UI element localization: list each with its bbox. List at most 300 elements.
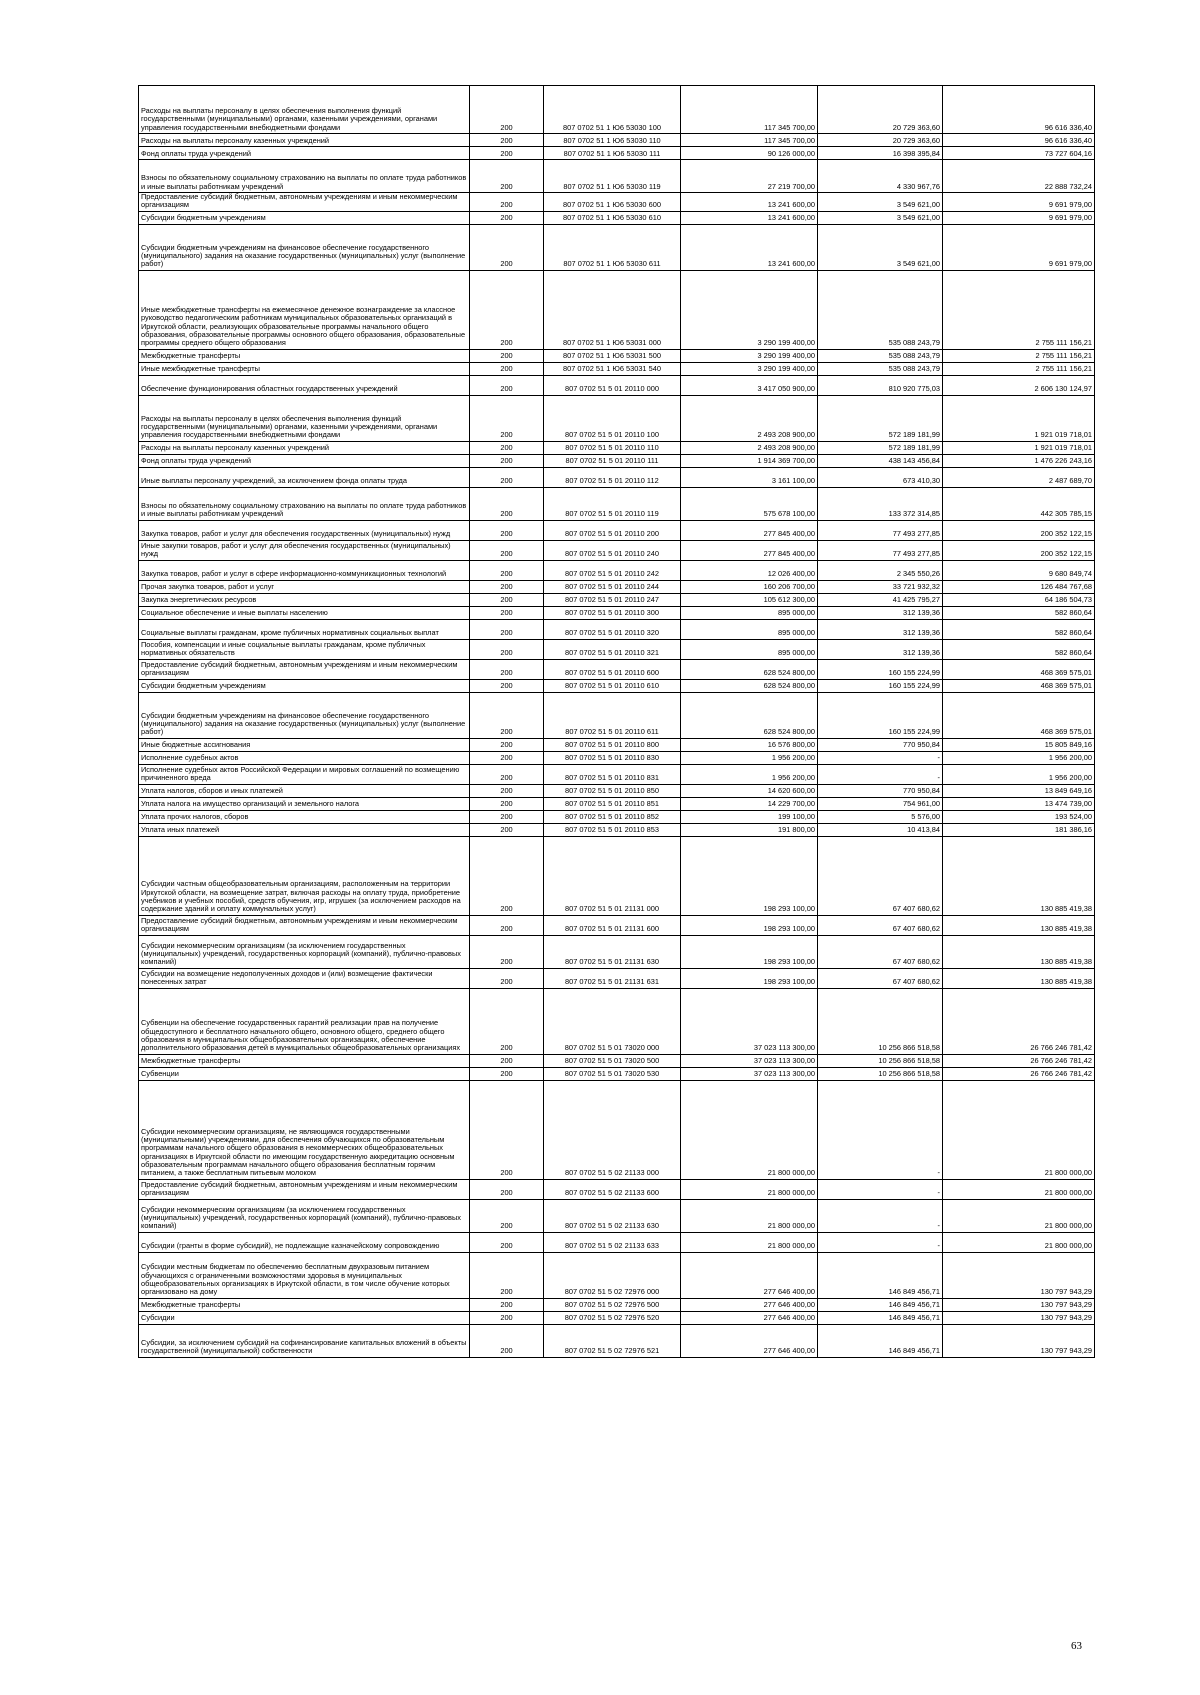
row-unexecuted-cell: 21 800 000,00 [943,1199,1095,1232]
row-unexecuted-cell: 15 805 849,16 [943,738,1095,751]
row-approved-cell: 575 678 100,00 [681,487,818,520]
row-name-cell: Субсидии некоммерческим организациям (за исключением государственных (муниципальных) учреждений, государственных корпораций (компаний), публично-правовых компаний) [139,1199,470,1232]
row-code-cell: 200 [470,134,544,147]
row-executed-cell: 5 576,00 [818,810,943,823]
table-row [139,193,1095,212]
row-name-cell: Закупка товаров, работ и услуг в сфере информационно-коммуникационных технологий [139,560,470,580]
row-executed-cell: 4 330 967,76 [818,160,943,193]
row-approved-cell: 37 023 113 300,00 [681,988,818,1054]
row-unexecuted-cell: 582 860,64 [943,619,1095,639]
row-approved-cell: 3 161 100,00 [681,467,818,487]
row-approved-cell: 13 241 600,00 [681,224,818,270]
row-code-cell: 200 [470,560,544,580]
row-executed-cell: 3 549 621,00 [818,224,943,270]
row-kbk-cell: 807 0702 51 5 01 20110 851 [544,797,681,810]
row-unexecuted-cell: 126 484 767,68 [943,580,1095,593]
table-row [139,935,1095,968]
row-executed-cell: - [818,764,943,784]
row-code-cell: 200 [470,619,544,639]
table-row [139,1252,1095,1298]
row-name-cell: Предоставление субсидий бюджетным, автономным учреждениям и иным некоммерческим организациям [139,915,470,935]
row-unexecuted-cell: 1 921 019 718,01 [943,441,1095,454]
row-approved-cell: 3 290 199 400,00 [681,362,818,375]
table-row [139,520,1095,540]
row-executed-cell: 10 256 866 518,58 [818,1054,943,1067]
row-approved-cell: 895 000,00 [681,606,818,619]
row-name-cell: Фонд оплаты труда учреждений [139,147,470,160]
row-code-cell: 200 [470,454,544,467]
row-approved-cell: 27 219 700,00 [681,160,818,193]
row-approved-cell: 13 241 600,00 [681,211,818,224]
row-kbk-cell: 807 0702 51 5 02 21133 600 [544,1179,681,1199]
row-code-cell: 200 [470,487,544,520]
row-name-cell: Межбюджетные трансферты [139,1298,470,1311]
row-approved-cell: 198 293 100,00 [681,935,818,968]
row-name-cell: Социальные выплаты гражданам, кроме публичных нормативных социальных выплат [139,619,470,639]
row-kbk-cell: 807 0702 51 1 Ю6 53030 110 [544,134,681,147]
row-executed-cell: 535 088 243,79 [818,349,943,362]
row-code-cell: 200 [470,988,544,1054]
row-approved-cell: 895 000,00 [681,619,818,639]
table-row [139,160,1095,193]
row-approved-cell: 13 241 600,00 [681,193,818,212]
table-row [139,639,1095,659]
row-code-cell: 200 [470,1298,544,1311]
row-code-cell: 200 [470,193,544,212]
row-executed-cell: 160 155 224,99 [818,659,943,679]
row-kbk-cell: 807 0702 51 5 02 21133 630 [544,1199,681,1232]
table-row [139,1054,1095,1067]
table-row [139,134,1095,147]
row-kbk-cell: 807 0702 51 1 Ю6 53031 000 [544,270,681,349]
row-code-cell: 200 [470,593,544,606]
row-kbk-cell: 807 0702 51 5 01 20110 610 [544,679,681,692]
row-unexecuted-cell: 130 797 943,29 [943,1298,1095,1311]
table-row [139,823,1095,836]
row-unexecuted-cell: 130 797 943,29 [943,1252,1095,1298]
row-approved-cell: 895 000,00 [681,639,818,659]
row-name-cell: Иные закупки товаров, работ и услуг для обеспечения государственных (муниципальных) нужд [139,540,470,560]
row-kbk-cell: 807 0702 51 5 01 20110 800 [544,738,681,751]
table-row [139,224,1095,270]
row-unexecuted-cell: 21 800 000,00 [943,1179,1095,1199]
row-kbk-cell: 807 0702 51 1 Ю6 53031 500 [544,349,681,362]
row-kbk-cell: 807 0702 51 5 02 72976 521 [544,1324,681,1357]
row-executed-cell: - [818,751,943,764]
row-kbk-cell: 807 0702 51 5 01 20110 244 [544,580,681,593]
row-code-cell: 200 [470,1311,544,1324]
row-approved-cell: 1 956 200,00 [681,751,818,764]
row-kbk-cell: 807 0702 51 5 02 72976 500 [544,1298,681,1311]
row-name-cell: Субвенции на обеспечение государственных гарантий реализации прав на получение общедоступного и бесплатного начального общего, основного общего, среднего общего образования в муниципальных общеобразовательных организациях, обеспечение дополнительного образования детей в муниципальных общеобразовательных организациях [139,988,470,1054]
row-approved-cell: 277 646 400,00 [681,1252,818,1298]
row-code-cell: 200 [470,968,544,988]
row-executed-cell: 3 549 621,00 [818,211,943,224]
row-kbk-cell: 807 0702 51 5 01 73020 530 [544,1067,681,1080]
row-unexecuted-cell: 21 800 000,00 [943,1080,1095,1179]
row-code-cell: 200 [470,1324,544,1357]
row-kbk-cell: 807 0702 51 5 02 72976 000 [544,1252,681,1298]
row-name-cell: Субсидии местным бюджетам по обеспечению бесплатным двухразовым питанием обучающихся с ограниченными возможностями здоровья в муниципальных общеобразовательных организациях в Иркутской области, в том числе обучение которых организовано на дому [139,1252,470,1298]
row-unexecuted-cell: 1 921 019 718,01 [943,395,1095,441]
row-name-cell: Уплата прочих налогов, сборов [139,810,470,823]
table-row [139,1179,1095,1199]
table-row [139,679,1095,692]
table-row [139,454,1095,467]
row-name-cell: Уплата иных платежей [139,823,470,836]
row-name-cell: Прочая закупка товаров, работ и услуг [139,580,470,593]
row-unexecuted-cell: 9 691 979,00 [943,193,1095,212]
row-approved-cell: 628 524 800,00 [681,692,818,738]
row-kbk-cell: 807 0702 51 5 01 20110 240 [544,540,681,560]
row-code-cell: 200 [470,211,544,224]
row-code-cell: 200 [470,580,544,593]
row-name-cell: Исполнение судебных актов [139,751,470,764]
row-executed-cell: 438 143 456,84 [818,454,943,467]
row-name-cell: Иные межбюджетные трансферты на ежемесячное денежное вознаграждение за классное руководство педагогическим работникам муниципальных образовательных организаций в Иркутской области, реализующих образовательные программы начального общего образования, образовательные программы основного общего образования, образовательные программы среднего общего образования [139,270,470,349]
row-kbk-cell: 807 0702 51 5 01 20110 600 [544,659,681,679]
row-unexecuted-cell: 193 524,00 [943,810,1095,823]
table-row [139,968,1095,988]
row-executed-cell: - [818,1199,943,1232]
row-kbk-cell: 807 0702 51 1 Ю6 53030 119 [544,160,681,193]
row-executed-cell: 67 407 680,62 [818,836,943,915]
table-row [139,915,1095,935]
row-unexecuted-cell: 468 369 575,01 [943,679,1095,692]
row-unexecuted-cell: 9 691 979,00 [943,211,1095,224]
row-code-cell: 200 [470,86,544,134]
row-code-cell: 200 [470,935,544,968]
row-approved-cell: 2 493 208 900,00 [681,395,818,441]
row-code-cell: 200 [470,540,544,560]
row-unexecuted-cell: 130 797 943,29 [943,1311,1095,1324]
row-unexecuted-cell: 468 369 575,01 [943,692,1095,738]
row-executed-cell: 33 721 932,32 [818,580,943,593]
row-approved-cell: 37 023 113 300,00 [681,1067,818,1080]
row-executed-cell: 312 139,36 [818,606,943,619]
table-row [139,836,1095,915]
row-executed-cell: 10 256 866 518,58 [818,988,943,1054]
row-kbk-cell: 807 0702 51 1 Ю6 53030 610 [544,211,681,224]
table-row [139,1232,1095,1252]
table-row [139,560,1095,580]
row-unexecuted-cell: 200 352 122,15 [943,520,1095,540]
row-name-cell: Обеспечение функционирования областных государственных учреждений [139,375,470,395]
row-approved-cell: 191 800,00 [681,823,818,836]
row-name-cell: Субсидии бюджетным учреждениям [139,211,470,224]
row-kbk-cell: 807 0702 51 5 01 21131 600 [544,915,681,935]
row-code-cell: 200 [470,810,544,823]
row-unexecuted-cell: 1 956 200,00 [943,764,1095,784]
row-code-cell: 200 [470,375,544,395]
row-code-cell: 200 [470,1067,544,1080]
row-code-cell: 200 [470,349,544,362]
row-name-cell: Уплата налога на имущество организаций и земельного налога [139,797,470,810]
row-unexecuted-cell: 2 755 111 156,21 [943,270,1095,349]
table-body [139,86,1095,1358]
row-approved-cell: 37 023 113 300,00 [681,1054,818,1067]
row-kbk-cell: 807 0702 51 5 01 20110 000 [544,375,681,395]
row-code-cell: 200 [470,915,544,935]
row-executed-cell: 20 729 363,60 [818,86,943,134]
row-kbk-cell: 807 0702 51 5 01 20110 852 [544,810,681,823]
row-code-cell: 200 [470,679,544,692]
row-kbk-cell: 807 0702 51 5 01 20110 611 [544,692,681,738]
row-approved-cell: 277 646 400,00 [681,1311,818,1324]
row-approved-cell: 3 290 199 400,00 [681,270,818,349]
row-kbk-cell: 807 0702 51 1 Ю6 53030 100 [544,86,681,134]
row-name-cell: Расходы на выплаты персоналу казенных учреждений [139,134,470,147]
row-executed-cell: 10 256 866 518,58 [818,1067,943,1080]
row-unexecuted-cell: 9 691 979,00 [943,224,1095,270]
table-row [139,751,1095,764]
table-row [139,211,1095,224]
row-name-cell: Межбюджетные трансферты [139,1054,470,1067]
row-kbk-cell: 807 0702 51 5 01 20110 200 [544,520,681,540]
row-executed-cell: 146 849 456,71 [818,1252,943,1298]
row-kbk-cell: 807 0702 51 5 02 21133 633 [544,1232,681,1252]
row-name-cell: Субсидии на возмещение недополученных доходов и (или) возмещение фактически понесенных затрат [139,968,470,988]
row-approved-cell: 3 290 199 400,00 [681,349,818,362]
row-approved-cell: 21 800 000,00 [681,1179,818,1199]
table-row [139,810,1095,823]
row-approved-cell: 21 800 000,00 [681,1199,818,1232]
row-executed-cell: 67 407 680,62 [818,935,943,968]
row-executed-cell: 535 088 243,79 [818,362,943,375]
table-row [139,619,1095,639]
row-unexecuted-cell: 64 186 504,73 [943,593,1095,606]
row-kbk-cell: 807 0702 51 5 01 20110 110 [544,441,681,454]
row-approved-cell: 277 646 400,00 [681,1324,818,1357]
row-code-cell: 200 [470,784,544,797]
row-code-cell: 200 [470,764,544,784]
row-code-cell: 200 [470,160,544,193]
row-kbk-cell: 807 0702 51 5 01 20110 850 [544,784,681,797]
table-row [139,540,1095,560]
row-kbk-cell: 807 0702 51 5 01 21131 000 [544,836,681,915]
table-row [139,147,1095,160]
row-code-cell: 200 [470,1080,544,1179]
row-approved-cell: 628 524 800,00 [681,679,818,692]
row-unexecuted-cell: 200 352 122,15 [943,540,1095,560]
row-code-cell: 200 [470,606,544,619]
row-executed-cell: 572 189 181,99 [818,441,943,454]
row-unexecuted-cell: 1 476 226 243,16 [943,454,1095,467]
row-name-cell: Взносы по обязательному социальному страхованию на выплаты по оплате труда работников и иные выплаты работникам учреждений [139,487,470,520]
row-name-cell: Межбюджетные трансферты [139,349,470,362]
row-unexecuted-cell: 130 885 419,38 [943,836,1095,915]
row-executed-cell: 146 849 456,71 [818,1311,943,1324]
row-code-cell: 200 [470,823,544,836]
row-code-cell: 200 [470,1252,544,1298]
row-executed-cell: 770 950,84 [818,784,943,797]
table-row [139,487,1095,520]
table-row [139,362,1095,375]
table-row [139,988,1095,1054]
row-unexecuted-cell: 1 956 200,00 [943,751,1095,764]
row-kbk-cell: 807 0702 51 1 Ю6 53030 611 [544,224,681,270]
row-name-cell: Уплата налогов, сборов и иных платежей [139,784,470,797]
row-name-cell: Предоставление субсидий бюджетным, автономным учреждениям и иным некоммерческим организациям [139,659,470,679]
row-approved-cell: 14 229 700,00 [681,797,818,810]
row-approved-cell: 277 845 400,00 [681,540,818,560]
row-name-cell: Иные бюджетные ассигнования [139,738,470,751]
row-kbk-cell: 807 0702 51 1 Ю6 53031 540 [544,362,681,375]
table-row [139,1067,1095,1080]
table-row [139,86,1095,134]
row-kbk-cell: 807 0702 51 5 01 20110 320 [544,619,681,639]
row-name-cell: Субсидии, за исключением субсидий на софинансирование капитальных вложений в объекты государственной (муниципальной) собственности [139,1324,470,1357]
row-name-cell: Закупка энергетических ресурсов [139,593,470,606]
row-kbk-cell: 807 0702 51 5 02 72976 520 [544,1311,681,1324]
page-number: 63 [1071,1640,1082,1652]
table-row [139,1311,1095,1324]
row-unexecuted-cell: 26 766 246 781,42 [943,1067,1095,1080]
row-approved-cell: 198 293 100,00 [681,915,818,935]
table-row [139,349,1095,362]
row-unexecuted-cell: 130 797 943,29 [943,1324,1095,1357]
row-code-cell: 200 [470,362,544,375]
table-row [139,659,1095,679]
table-row [139,1199,1095,1232]
row-executed-cell: 146 849 456,71 [818,1324,943,1357]
row-unexecuted-cell: 2 755 111 156,21 [943,362,1095,375]
row-name-cell: Субсидии (гранты в форме субсидий), не подлежащие казначейскому сопровождению [139,1232,470,1252]
row-executed-cell: 16 398 395,84 [818,147,943,160]
table-row [139,1298,1095,1311]
row-kbk-cell: 807 0702 51 5 02 21133 000 [544,1080,681,1179]
row-name-cell: Взносы по обязательному социальному страхованию на выплаты по оплате труда работников и иные выплаты работникам учреждений [139,160,470,193]
row-name-cell: Субсидии бюджетным учреждениям на финансовое обеспечение государственного (муниципального) задания на оказание государственных (муниципальных) услуг (выполнение работ) [139,692,470,738]
row-approved-cell: 12 026 400,00 [681,560,818,580]
row-unexecuted-cell: 26 766 246 781,42 [943,988,1095,1054]
row-code-cell: 200 [470,520,544,540]
table-row [139,580,1095,593]
row-unexecuted-cell: 22 888 732,24 [943,160,1095,193]
row-code-cell: 200 [470,1199,544,1232]
row-name-cell: Фонд оплаты труда учреждений [139,454,470,467]
table-row [139,441,1095,454]
row-unexecuted-cell: 582 860,64 [943,606,1095,619]
row-name-cell: Субсидии [139,1311,470,1324]
row-code-cell: 200 [470,1179,544,1199]
row-name-cell: Пособия, компенсации и иные социальные выплаты гражданам, кроме публичных нормативных обязательств [139,639,470,659]
row-code-cell: 200 [470,1054,544,1067]
row-name-cell: Закупка товаров, работ и услуг для обеспечения государственных (муниципальных) нужд [139,520,470,540]
row-executed-cell: 673 410,30 [818,467,943,487]
row-unexecuted-cell: 96 616 336,40 [943,86,1095,134]
table-row [139,1324,1095,1357]
row-name-cell: Социальное обеспечение и иные выплаты населению [139,606,470,619]
row-unexecuted-cell: 13 474 739,00 [943,797,1095,810]
row-unexecuted-cell: 582 860,64 [943,639,1095,659]
row-unexecuted-cell: 181 386,16 [943,823,1095,836]
row-executed-cell: 41 425 795,27 [818,593,943,606]
row-name-cell: Иные межбюджетные трансферты [139,362,470,375]
row-approved-cell: 198 293 100,00 [681,836,818,915]
row-approved-cell: 2 493 208 900,00 [681,441,818,454]
row-kbk-cell: 807 0702 51 5 01 20110 321 [544,639,681,659]
row-unexecuted-cell: 21 800 000,00 [943,1232,1095,1252]
row-executed-cell: 20 729 363,60 [818,134,943,147]
row-unexecuted-cell: 130 885 419,38 [943,915,1095,935]
row-approved-cell: 1 914 369 700,00 [681,454,818,467]
row-executed-cell: 160 155 224,99 [818,679,943,692]
row-approved-cell: 105 612 300,00 [681,593,818,606]
table-row [139,395,1095,441]
table-row [139,764,1095,784]
row-code-cell: 200 [470,441,544,454]
row-approved-cell: 1 956 200,00 [681,764,818,784]
row-unexecuted-cell: 130 885 419,38 [943,935,1095,968]
row-kbk-cell: 807 0702 51 5 01 20110 831 [544,764,681,784]
row-approved-cell: 117 345 700,00 [681,134,818,147]
row-approved-cell: 160 206 700,00 [681,580,818,593]
row-approved-cell: 16 576 800,00 [681,738,818,751]
row-name-cell: Субсидии бюджетным учреждениям на финансовое обеспечение государственного (муниципального) задания на оказание государственных (муниципальных) услуг (выполнение работ) [139,224,470,270]
row-executed-cell: 67 407 680,62 [818,915,943,935]
row-kbk-cell: 807 0702 51 5 01 20110 119 [544,487,681,520]
table-row [139,270,1095,349]
row-unexecuted-cell: 2 755 111 156,21 [943,349,1095,362]
row-kbk-cell: 807 0702 51 5 01 20110 100 [544,395,681,441]
row-code-cell: 200 [470,1232,544,1252]
row-approved-cell: 277 646 400,00 [681,1298,818,1311]
row-name-cell: Субсидии частным общеобразовательным организациям, расположенным на территории Иркутской области, на возмещение затрат, включая расходы на оплату труда, приобретение учебников и учебных пособий, средств обучения, игр, игрушек (за исключением расходов на содержание зданий и оплату коммунальных услуг) [139,836,470,915]
row-executed-cell: 67 407 680,62 [818,968,943,988]
row-approved-cell: 21 800 000,00 [681,1080,818,1179]
row-name-cell: Предоставление субсидий бюджетным, автономным учреждениям и иным некоммерческим организациям [139,193,470,212]
row-kbk-cell: 807 0702 51 5 01 20110 853 [544,823,681,836]
row-kbk-cell: 807 0702 51 5 01 20110 247 [544,593,681,606]
row-kbk-cell: 807 0702 51 5 01 20110 111 [544,454,681,467]
row-kbk-cell: 807 0702 51 5 01 20110 300 [544,606,681,619]
row-kbk-cell: 807 0702 51 5 01 73020 500 [544,1054,681,1067]
row-code-cell: 200 [470,147,544,160]
row-unexecuted-cell: 468 369 575,01 [943,659,1095,679]
table-row [139,606,1095,619]
row-approved-cell: 3 417 050 900,00 [681,375,818,395]
row-approved-cell: 277 845 400,00 [681,520,818,540]
row-unexecuted-cell: 9 680 849,74 [943,560,1095,580]
row-code-cell: 200 [470,692,544,738]
row-name-cell: Субвенции [139,1067,470,1080]
row-executed-cell: 3 549 621,00 [818,193,943,212]
row-name-cell: Предоставление субсидий бюджетным, автономным учреждениям и иным некоммерческим организациям [139,1179,470,1199]
row-unexecuted-cell: 96 616 336,40 [943,134,1095,147]
table-row [139,738,1095,751]
row-executed-cell: - [818,1179,943,1199]
row-executed-cell: 160 155 224,99 [818,692,943,738]
row-executed-cell: - [818,1080,943,1179]
table-row [139,692,1095,738]
row-kbk-cell: 807 0702 51 5 01 21131 631 [544,968,681,988]
row-name-cell: Субсидии бюджетным учреждениям [139,679,470,692]
row-code-cell: 200 [470,639,544,659]
row-executed-cell: - [818,1232,943,1252]
row-approved-cell: 199 100,00 [681,810,818,823]
row-approved-cell: 198 293 100,00 [681,968,818,988]
row-kbk-cell: 807 0702 51 1 Ю6 53030 600 [544,193,681,212]
row-name-cell: Иные выплаты персоналу учреждений, за исключением фонда оплаты труда [139,467,470,487]
table-row [139,375,1095,395]
row-name-cell: Расходы на выплаты персоналу в целях обеспечения выполнения функций государственными (муниципальными) органами, казенными учреждениями, органами управления государственными внебюджетными фондами [139,86,470,134]
row-unexecuted-cell: 442 305 785,15 [943,487,1095,520]
row-unexecuted-cell: 13 849 649,16 [943,784,1095,797]
row-executed-cell: 312 139,36 [818,639,943,659]
row-approved-cell: 14 620 600,00 [681,784,818,797]
row-executed-cell: 810 920 775,03 [818,375,943,395]
